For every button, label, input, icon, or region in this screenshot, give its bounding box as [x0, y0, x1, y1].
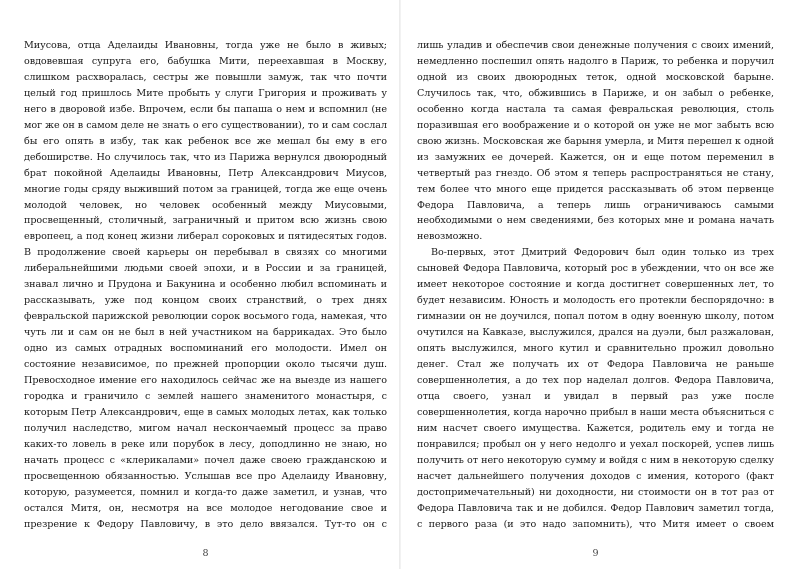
right-paragraph-2: Во-первых, этот Дмитрий Федорович был один только из трех сыновей Федора Павловича, который рос в убеждении, что он все же имеет некоторое состояние и когда достигнет совершенных лет, то будет независим. Юность и молодость его протекли беспорядочно: в гимназии он не доучился, попал потом в одну военную школу, потом очутился на Кавказе, выслужился, дрался на дуэли, был разжалован, опять выслужился, много кутил и сравнительно прожил довольно денег. Стал же получать их от Федора Павловича не раньше совершеннолетия, а до тех пор наделал долгов. Федора Павловича, отца своего, узнал и увидал в первый раз уже после совершеннолетия, когда нарочно прибыл в наши места объясниться с ним насчет своего имущества. Кажется, родитель ему и тогда не понравился; пробыл он у него недолго и уехал поскорей, успев лишь получить от него некоторую сумму и войдя с ним в некоторую сделку насчет дальнейшего получения доходов с имения, которого (факт достопримечательный) ни доходности, ни стоимости он в тот раз от Федора Павловича так и не добился. Федор Павлович заметил тогда, с первого раза (и это надо запомнить), что Митя имеет о своем — [417, 247, 774, 530]
right-page — [400, 0, 800, 569]
left-page-number: 8 — [202, 548, 209, 559]
left-page-text — [24, 38, 387, 532]
left-paragraph-1: Миусова, отца Аделаиды Ивановны, тогда уже не было в живых; овдовевшая супруга его, бабушка Мити, переехавшая в Москву, слишком расхворалась, сестры же повышли замуж, так что почти целый год пришлось Мите пробыть у слуги Григория и проживать у него в дворовой избе. Впрочем, если бы папаша о нем и вспомнил (не мог же он в самом деле не знать о его существовании), то и сам сослал бы его опять в избу, так как ребенок все же мешал бы ему в его дебоширстве. Но случилось так, что из Парижа вернулся двоюродный брат покойной Аделаиды Ивановны, Петр Александрович Миусов, многие годы сряду выживший потом за границей, тогда же еще очень молодой человек, но человек особенный между Миусовыми, просвещенный, столичный, заграничный и притом всю жизнь свою европеец, а под конец жизни либерал сороковых и пятидесятых годов. В продолжение своей карьеры он перебывал в связях со многими либеральнейшими людьми своей эпохи, и в России и за границей, знавал лично и Прудона и Бакунина и особенно любил вспоминать и рассказывать, уже под концом своих странствий, о трех днях февральской парижской революции сорок восьмого года, намекая, что чуть ли и сам он не был в ней участником на баррикадах. Это было одно из самых отрадных воспоминаний его молодости. Имел он состояние независимое, по прежней пропорции около тысячи душ. Превосходное имение его находилось сейчас же на выезде из нашего городка и граничило с землей нашего знаменитого монастыря, с которым Петр Александрович, еще в самых молодых летах, как только получил наследство, мигом начал нескончаемый процесс за право каких-то ловель в реке или порубок в лесу, доподлинно не знаю, но начать процесс с «клерикалами» почел даже своею гражданскою и просвещенною обязанностью. Услышав все про Аделаиду Ивановну, которую, разумеется, помнил и когда-то даже заметил, и узнав, что остался Митя, он, несмотря на все молодое негодование свое и презрение к Федору Павловичу, в это дело ввязался. Тут-то он с — [24, 40, 387, 530]
right-page-number: 9 — [592, 548, 599, 559]
right-page-text — [417, 38, 774, 532]
right-paragraph-1: лишь уладив и обеспечив свои денежные получения с своих имений, немедленно поспешил опять надолго в Париж, то ребенка и поручил одной из своих двоюродных теток, одной московской барыне. Случилось так, что, обжившись в Париже, и он забыл о ребенке, особенно когда настала та самая февральская революция, столь поразившая его воображение и о которой он уже не мог забыть всю свою жизнь. Московская же барыня умерла, и Митя перешел к одной из замужних ее дочерей. Кажется, он и еще потом переменил в четвертый раз гнездо. Об этом я теперь распространяться не стану, тем более что много еще придется рассказывать об этом первенце Федора Павловича, а теперь лишь ограничиваюсь самыми необходимыми о нем сведениями, без которых мне и романа начать невозможно. — [417, 40, 774, 243]
